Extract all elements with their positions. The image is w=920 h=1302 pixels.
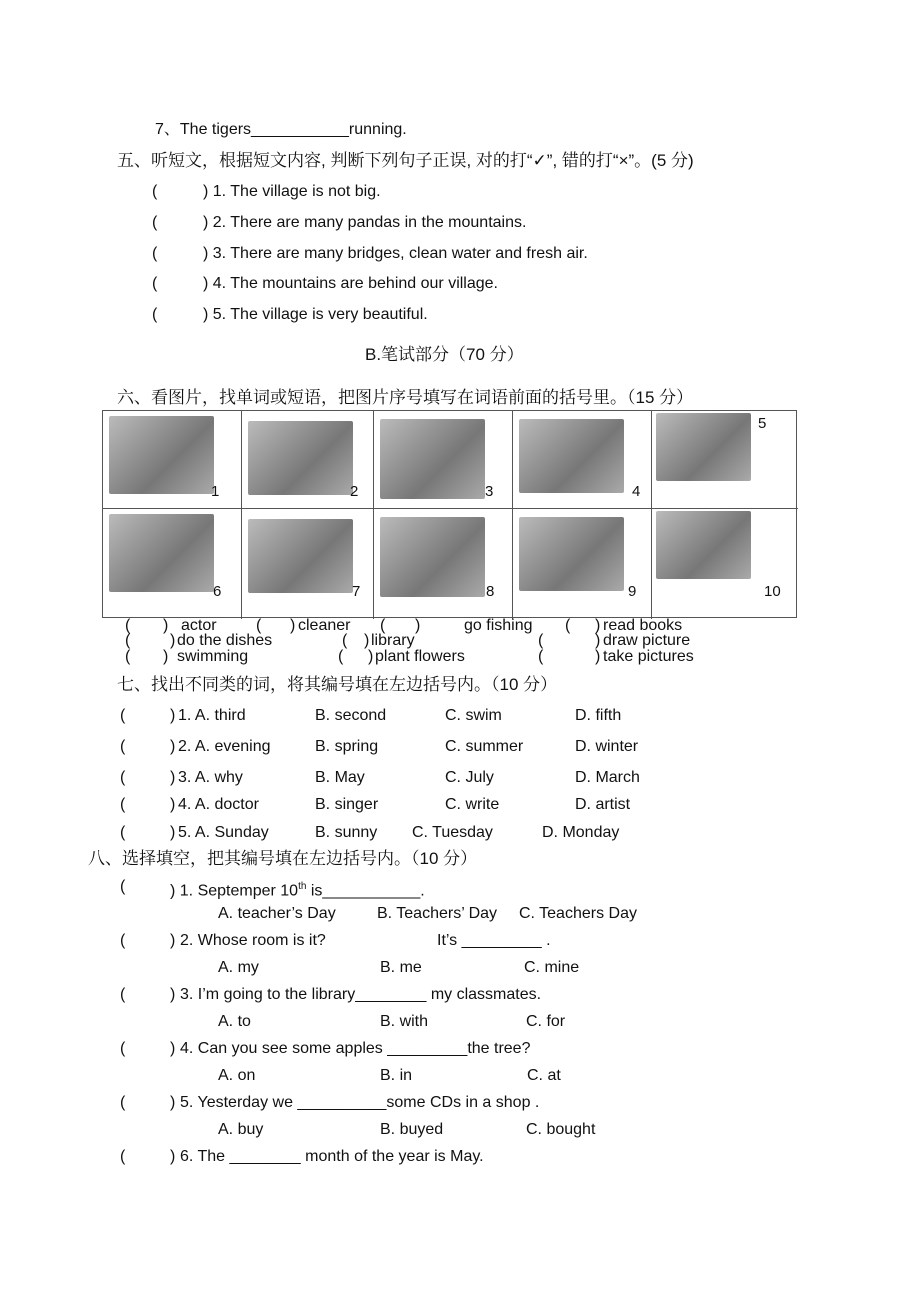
answer-paren: )	[290, 617, 296, 634]
section-7-title: 七、找出不同类的词，将其编号填在左边括号内。（10 分）	[117, 675, 558, 694]
option-a: 3. A. why	[178, 769, 243, 786]
answer-paren: (	[125, 617, 131, 634]
picture-number: 5	[758, 415, 767, 432]
superscript: th	[298, 881, 307, 892]
picture-cell	[242, 509, 374, 619]
section-5-title: 五、听短文，根据短文内容, 判断下列句子正误, 对的打“✓”, 错的打“×”。(5 分)	[117, 151, 694, 170]
option: B. buyed	[380, 1121, 444, 1138]
answer-paren: (	[125, 648, 131, 665]
answer-paren: )	[170, 824, 176, 841]
option-b: B. sunny	[315, 824, 378, 841]
answer-paren: )	[163, 617, 169, 634]
option-c: C. July	[445, 769, 494, 786]
option-a: 4. A. doctor	[178, 796, 259, 813]
cartoon-picture	[380, 419, 485, 499]
option: B. me	[380, 959, 422, 976]
word-option: swimming	[177, 648, 249, 665]
option-c: C. swim	[445, 707, 502, 724]
part-b-title: B.笔试部分（70 分）	[365, 345, 524, 364]
word-option: read books	[603, 617, 683, 634]
question-8-1: ) 1. Septemper 10th is___________.	[170, 881, 425, 900]
word-option: plant flowers	[375, 648, 465, 665]
option: B. with	[380, 1013, 429, 1030]
answer-paren: )	[170, 707, 176, 724]
cartoon-picture	[656, 511, 751, 579]
picture-number: 7	[352, 583, 361, 600]
answer-paren: (	[538, 648, 544, 665]
answer-paren: )	[368, 648, 374, 665]
option-d: D. Monday	[542, 824, 620, 841]
cartoon-picture	[519, 517, 624, 591]
answer-paren: )	[415, 617, 421, 634]
cartoon-picture	[380, 517, 485, 597]
answer-paren: (	[152, 183, 158, 200]
cartoon-picture	[109, 416, 214, 494]
option: A. on	[218, 1067, 256, 1084]
question-8-q5: 5. Yesterday we __________some CDs in a shop .	[180, 1094, 540, 1111]
word-option: actor	[181, 617, 217, 634]
picture-number: 1	[211, 483, 220, 500]
picture-number: 3	[485, 483, 494, 500]
picture-cell	[103, 411, 242, 509]
q-text: 1. Septemper 10	[179, 882, 299, 900]
option-d: D. winter	[575, 738, 639, 755]
answer-paren: (	[120, 769, 126, 786]
answer-paren: (	[120, 932, 126, 949]
answer-paren: )	[170, 632, 176, 649]
option-c: C. write	[445, 796, 500, 813]
picture-cell	[513, 509, 652, 619]
option-b: B. May	[315, 769, 365, 786]
word-option: draw picture	[603, 632, 691, 649]
question-8-q4: 4. Can you see some apples _________the tree?	[180, 1040, 531, 1057]
option: C. Teachers Day	[519, 905, 637, 922]
answer-paren: (	[120, 1040, 126, 1057]
answer-paren: )	[364, 632, 370, 649]
option: A. my	[218, 959, 259, 976]
answer-paren: (	[380, 617, 386, 634]
answer-paren: (	[152, 306, 158, 323]
option-a: 5. A. Sunday	[178, 824, 269, 841]
answer-paren: (	[342, 632, 348, 649]
answer-paren: )	[170, 932, 176, 949]
answer-paren: (	[152, 214, 158, 231]
answer-paren: (	[120, 824, 126, 841]
picture-cell	[652, 411, 798, 509]
answer-paren: )	[170, 738, 176, 755]
answer-paren: )	[163, 648, 169, 665]
answer-paren: (	[120, 796, 126, 813]
true-false-item: ) 2. There are many pandas in the mountains.	[203, 214, 527, 231]
option: C. at	[527, 1067, 561, 1084]
cartoon-picture	[109, 514, 214, 592]
option-c: C. summer	[445, 738, 524, 755]
picture-number: 2	[350, 483, 359, 500]
option: A. buy	[218, 1121, 264, 1138]
answer-paren: (	[152, 245, 158, 262]
option: B. Teachers’ Day	[377, 905, 498, 922]
q-text: is___________.	[306, 882, 425, 900]
option-b: B. singer	[315, 796, 379, 813]
answer-paren: (	[538, 632, 544, 649]
picture-number: 8	[486, 583, 495, 600]
cartoon-picture	[656, 413, 751, 481]
answer-paren: )	[170, 1094, 176, 1111]
option-d: D. March	[575, 769, 640, 786]
picture-cell	[513, 411, 652, 509]
question-8-q3: 3. I’m going to the library________ my classmates.	[180, 986, 542, 1003]
picture-number: 6	[213, 583, 222, 600]
option-a: 1. A. third	[178, 707, 246, 724]
option: B. in	[380, 1067, 413, 1084]
answer-paren: (	[338, 648, 344, 665]
picture-number: 10	[764, 583, 781, 600]
option: C. for	[526, 1013, 566, 1030]
answer-paren: )	[170, 1148, 176, 1165]
answer-paren: (	[120, 986, 126, 1003]
answer-paren: )	[595, 617, 601, 634]
question-8-q6: 6. The ________ month of the year is May.	[180, 1148, 484, 1165]
word-option: library	[371, 632, 415, 649]
answer-paren: )	[595, 648, 601, 665]
true-false-item: ) 5. The village is very beautiful.	[203, 306, 428, 323]
picture-number: 4	[632, 483, 641, 500]
answer-paren: (	[152, 275, 158, 292]
true-false-item: ) 1. The village is not big.	[203, 183, 381, 200]
section-8-title: 八、选择填空，把其编号填在左边括号内。（10 分）	[88, 849, 478, 868]
option-a: 2. A. evening	[178, 738, 271, 755]
answer-blank: It’s _________ .	[437, 932, 551, 949]
option-b: B. spring	[315, 738, 379, 755]
answer-paren: )	[170, 1040, 176, 1057]
answer-paren: (	[120, 707, 126, 724]
option-d: D. artist	[575, 796, 631, 813]
cartoon-picture	[519, 419, 624, 493]
answer-paren: (	[565, 617, 571, 634]
option: C. bought	[526, 1121, 596, 1138]
word-option: do the dishes	[177, 632, 273, 649]
option-c: C. Tuesday	[412, 824, 493, 841]
answer-paren: )	[170, 769, 176, 786]
picture-cell	[103, 509, 242, 619]
question-7-running: 7、The tigers___________running.	[155, 121, 407, 138]
option-d: D. fifth	[575, 707, 622, 724]
option: A. teacher’s Day	[218, 905, 336, 922]
answer-paren: (	[125, 632, 131, 649]
picture-cell	[652, 509, 798, 619]
answer-paren: )	[595, 632, 601, 649]
option: C. mine	[524, 959, 580, 976]
answer-paren: )	[170, 986, 176, 1003]
cartoon-picture	[248, 421, 353, 495]
answer-paren: (	[120, 738, 126, 755]
picture-cell	[374, 411, 513, 509]
word-option: take pictures	[603, 648, 694, 665]
answer-paren: (	[256, 617, 262, 634]
answer-paren: (	[120, 1094, 126, 1111]
cartoon-picture	[248, 519, 353, 593]
question-8-q2: 2. Whose room is it?	[180, 932, 326, 949]
paren: (	[120, 878, 126, 895]
answer-paren: (	[120, 1148, 126, 1165]
word-option: go fishing	[464, 617, 533, 634]
section-6-title: 六、看图片，找单词或短语，把图片序号填写在词语前面的括号里。（15 分）	[117, 388, 694, 407]
picture-cell	[374, 509, 513, 619]
option-b: B. second	[315, 707, 387, 724]
true-false-item: ) 3. There are many bridges, clean water and fresh air.	[203, 245, 588, 262]
option: A. to	[218, 1013, 251, 1030]
picture-number: 9	[628, 583, 637, 600]
picture-grid	[102, 410, 797, 618]
picture-cell	[242, 411, 374, 509]
answer-paren: )	[170, 796, 176, 813]
true-false-item: ) 4. The mountains are behind our village.	[203, 275, 498, 292]
word-option: cleaner	[298, 617, 351, 634]
